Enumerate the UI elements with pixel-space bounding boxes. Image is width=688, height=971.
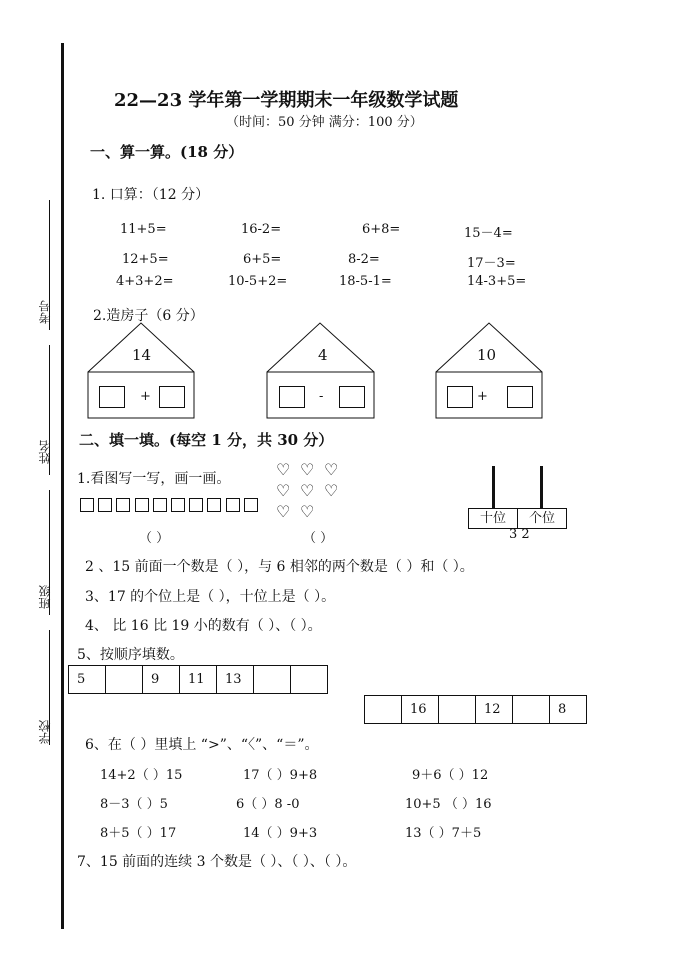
square-shape — [80, 498, 94, 512]
heart-icon: ♡ — [276, 481, 291, 500]
square-shape — [171, 498, 185, 512]
heart-icon: ♡ — [276, 502, 291, 521]
answer-box[interactable] — [507, 386, 533, 408]
oral-eq: 11+5= — [120, 222, 167, 237]
sequence-cell[interactable] — [513, 696, 550, 724]
compare-item: 14+2（ ）15 — [100, 768, 183, 783]
side-label-school: 学校 — [38, 720, 52, 744]
compare-item: 13（ ）7＋5 — [405, 826, 482, 841]
sequence-cell: 12 — [476, 696, 513, 724]
sequence-cell: 16 — [402, 696, 439, 724]
oral-eq: 18-5-1= — [339, 274, 392, 289]
section1-heading: 一、算一算。(18 分） — [90, 143, 244, 161]
heart-icon: ♡ — [300, 460, 315, 479]
heart-icon: ♡ — [324, 460, 339, 479]
page-subtitle: （时间：50 分钟 满分：100 分） — [226, 115, 423, 130]
oral-eq: 17－3= — [467, 256, 516, 271]
sequence-cell[interactable] — [254, 666, 291, 694]
answer-blank[interactable]: （ ） — [139, 531, 170, 546]
oral-eq: 15－4= — [464, 226, 513, 241]
compare-item: 9＋6（ ）12 — [412, 768, 489, 783]
compare-item: 6（ ）8 -0 — [236, 797, 300, 812]
compare-item: 10+5 （ ）16 — [405, 797, 492, 812]
heart-icon: ♡ — [300, 502, 315, 521]
square-shape — [135, 498, 149, 512]
answer-blank[interactable]: （ ） — [303, 531, 334, 546]
question-3: 3、17 的个位上是（ ），十位上是（ ）。 — [85, 589, 336, 605]
heart-icon: ♡ — [276, 460, 291, 479]
square-shape — [207, 498, 221, 512]
sequence-cell[interactable] — [106, 666, 143, 694]
sequence-cell: 8 — [550, 696, 587, 724]
answer-box[interactable] — [99, 386, 125, 408]
square-shape — [244, 498, 258, 512]
answer-box[interactable] — [339, 386, 365, 408]
square-shape — [189, 498, 203, 512]
compare-item: 8－3（ ）5 — [100, 797, 168, 812]
q1-oral-label: 1. 口算：（12 分） — [92, 187, 210, 203]
question-2: 2 、15 前面一个数是（ ），与 6 相邻的两个数是（ ）和（ ）。 — [85, 559, 474, 575]
sequence-cell: 5 — [69, 666, 106, 694]
number-sequence-row2 — [364, 695, 587, 724]
answer-box[interactable] — [159, 386, 185, 408]
oral-eq: 8-2= — [348, 252, 380, 267]
oral-eq: 6+8= — [362, 222, 401, 237]
heart-icon: ♡ — [324, 481, 339, 500]
question-5-label: 5、按顺序填数。 — [77, 647, 184, 663]
square-shape — [226, 498, 240, 512]
abacus-value: 3 2 — [509, 527, 530, 542]
abacus-tens-label: 十位 — [468, 508, 518, 529]
square-shape — [153, 498, 167, 512]
oral-eq: 12+5= — [122, 252, 169, 267]
square-shape — [116, 498, 130, 512]
side-label-class: 班级 — [38, 585, 52, 609]
abacus-rod-tens — [492, 466, 495, 508]
operator-sign: + — [477, 389, 488, 404]
house-number: 14 — [132, 346, 152, 364]
sequence-cell: 13 — [217, 666, 254, 694]
q2-house-label: 2.造房子（6 分） — [93, 308, 204, 324]
answer-box[interactable] — [279, 386, 305, 408]
oral-eq: 14-3+5= — [467, 274, 527, 289]
sequence-cell[interactable] — [365, 696, 402, 724]
house-number: 4 — [318, 346, 328, 364]
house-number: 10 — [477, 346, 497, 364]
question-4: 4、 比 16 比 19 小的数有（ ）、（ ）。 — [85, 618, 322, 634]
question-7: 7、15 前面的连续 3 个数是（ ）、（ ）、（ ）。 — [77, 854, 357, 870]
sequence-cell: 11 — [180, 666, 217, 694]
operator-sign: - — [319, 389, 324, 404]
compare-item: 8＋5（ ）17 — [100, 826, 177, 841]
square-shape — [98, 498, 112, 512]
q2-1-label: 1.看图写一写，画一画。 — [77, 471, 231, 487]
sequence-cell[interactable] — [439, 696, 476, 724]
abacus-ones-label: 个位 — [517, 508, 567, 529]
abacus-rod-ones — [540, 466, 543, 508]
page-title: 22—23 学年第一学期期末一年级数学试题 — [114, 90, 459, 111]
side-label-name: 姓名 — [38, 440, 52, 464]
oral-eq: 6+5= — [243, 252, 282, 267]
section2-heading: 二、填一填。(每空 1 分，共 30 分） — [79, 431, 334, 449]
sequence-cell: 9 — [143, 666, 180, 694]
oral-eq: 4+3+2= — [116, 274, 174, 289]
sequence-cell[interactable] — [291, 666, 328, 694]
compare-item: 17（ ）9+8 — [243, 768, 318, 783]
heart-icon: ♡ — [300, 481, 315, 500]
oral-eq: 10-5+2= — [228, 274, 288, 289]
operator-sign: + — [140, 389, 151, 404]
side-label-exam-no: 考号 — [38, 300, 52, 324]
question-6-label: 6、在（ ）里填上 “>”、“〈”、“＝”。 — [85, 737, 319, 753]
compare-item: 14（ ）9+3 — [243, 826, 318, 841]
oral-eq: 16-2= — [241, 222, 282, 237]
number-sequence-row1 — [68, 665, 328, 694]
answer-box[interactable] — [447, 386, 473, 408]
